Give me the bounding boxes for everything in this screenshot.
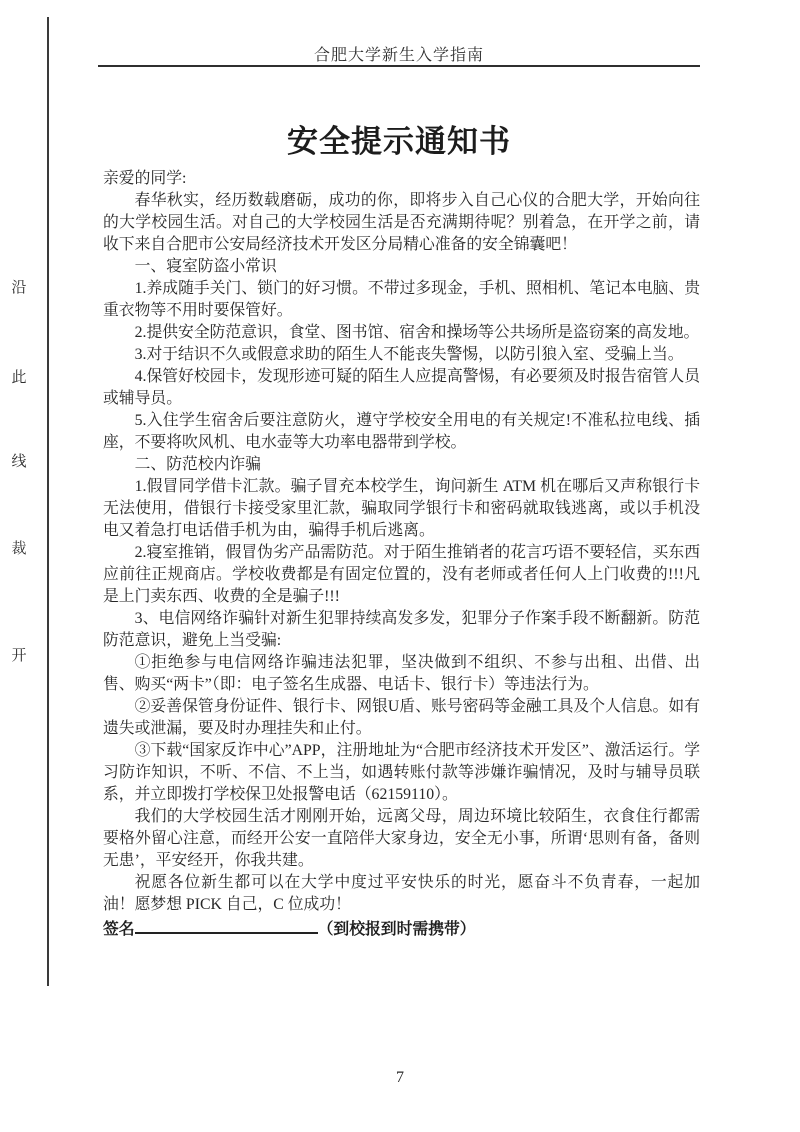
signature-row bbox=[103, 916, 700, 941]
intro-paragraph: 春华秋实，经历数载磨砺，成功的你，即将步入自己心仪的合肥大学，开始向往的大学校园生活。对自己的大学校园生活是否充满期待呢？别着急，在开学之前，请收下来自合肥市公安局经济技术开发区分局精心准备的安全锦囊吧！ bbox=[103, 192, 700, 253]
section-2-item-3: 3、电信网络诈骗针对新生犯罪持续高发多发，犯罪分子作案手段不断翻新。防范防范意识，避免上当受骗: bbox=[103, 610, 700, 649]
closing-paragraph-2: 祝愿各位新生都可以在大学中度过平安快乐的时光，愿奋斗不负青春，一起加油！愿梦想 PICK 自己，C 位成功！ bbox=[103, 874, 700, 913]
page-number: 7 bbox=[396, 1069, 404, 1086]
section-1-item-2: 2.提供安全防范意识，食堂、图书馆、宿舍和操场等公共场所是盗窃案的高发地。 bbox=[134, 324, 700, 341]
closing-paragraph-1: 我们的大学校园生活才刚刚开始，远离父母，周边环境比较陌生，衣食住行都需要格外留心注意，而经开公安一直陪伴大家身边，安全无小事，所谓‘思则有备，备则无患’，平安经开，你我共建。 bbox=[103, 808, 700, 869]
section-2-item-1: 1.假冒同学借卡汇款。骗子冒充本校学生，询问新生 ATM 机在哪后又声称银行卡无法使用，借银行卡接受家里汇款，骗取同学银行卡和密码就取钱逃离，或以手机没电又着急打电话借手机为由，骗得手机后逃离。 bbox=[103, 478, 700, 539]
cut-rail-char: 线 bbox=[11, 454, 27, 470]
cut-rail-char: 沿 bbox=[11, 280, 27, 296]
document-body bbox=[103, 168, 700, 941]
section-2-item-2: 2.寝室推销，假冒伪劣产品需防范。对于陌生推销者的花言巧语不要轻信，买东西应前往正规商店。学校收费都是有固定位置的，没有老师或者任何人上门收费的!!!凡是上门卖东西、收费的全是骗子!!! bbox=[103, 544, 700, 605]
signature-blank-line bbox=[135, 916, 318, 934]
section-1-heading: 一、寝室防盗小常识 bbox=[134, 258, 277, 275]
section-1-item-5: 5.入住学生宿舍后要注意防火，遵守学校安全用电的有关规定!不准私拉电线、插座，不要将吹风机、电水壶等大功率电器带到学校。 bbox=[103, 412, 700, 451]
section-2-subitem-3: ③下载“国家反诈中心”APP，注册地址为“合肥市经济技术开发区”、激活运行。学习防诈知识，不听、不信、不上当，如遇转账付款等涉嫌诈骗情况，及时与辅导员联系，并立即拨打学校保卫处报警电话（62159110）。 bbox=[103, 742, 700, 803]
header-rule bbox=[98, 65, 700, 67]
signature-note: （到校报到时需携带） bbox=[317, 920, 476, 938]
page-title: 安全提示通知书 bbox=[287, 124, 511, 159]
section-1-item-1: 1.养成随手关门、锁门的好习惯。不带过多现金，手机、照相机、笔记本电脑、贵重衣物等不用时要保管好。 bbox=[103, 280, 700, 319]
cut-rail-char: 此 bbox=[11, 370, 27, 386]
section-2-heading: 二、防范校内诈骗 bbox=[134, 456, 261, 473]
cut-here-vertical-line bbox=[47, 17, 49, 986]
cut-rail-char: 裁 bbox=[11, 541, 27, 557]
section-1-item-3: 3.对于结识不久或假意求助的陌生人不能丧失警惕，以防引狼入室、受骗上当。 bbox=[134, 346, 684, 363]
running-header: 合肥大学新生入学指南 bbox=[313, 47, 484, 64]
signature-label: 签名 bbox=[103, 920, 135, 938]
salutation: 亲爱的同学: bbox=[103, 170, 187, 187]
section-1-item-4: 4.保管好校园卡，发现形迹可疑的陌生人应提高警惕，有必要须及时报告宿管人员或辅导员。 bbox=[103, 368, 700, 407]
section-2-subitem-1: ①拒绝参与电信网络诈骗违法犯罪，坚决做到不组织、不参与出租、出借、出售、购买“两卡”（即：电子签名生成器、电话卡、银行卡）等违法行为。 bbox=[103, 654, 700, 693]
section-2-subitem-2: ②妥善保管身份证件、银行卡、网银U盾、账号密码等金融工具及个人信息。如有遗失或泄漏，要及时办理挂失和止付。 bbox=[103, 698, 700, 737]
cut-rail-char: 开 bbox=[11, 648, 27, 664]
